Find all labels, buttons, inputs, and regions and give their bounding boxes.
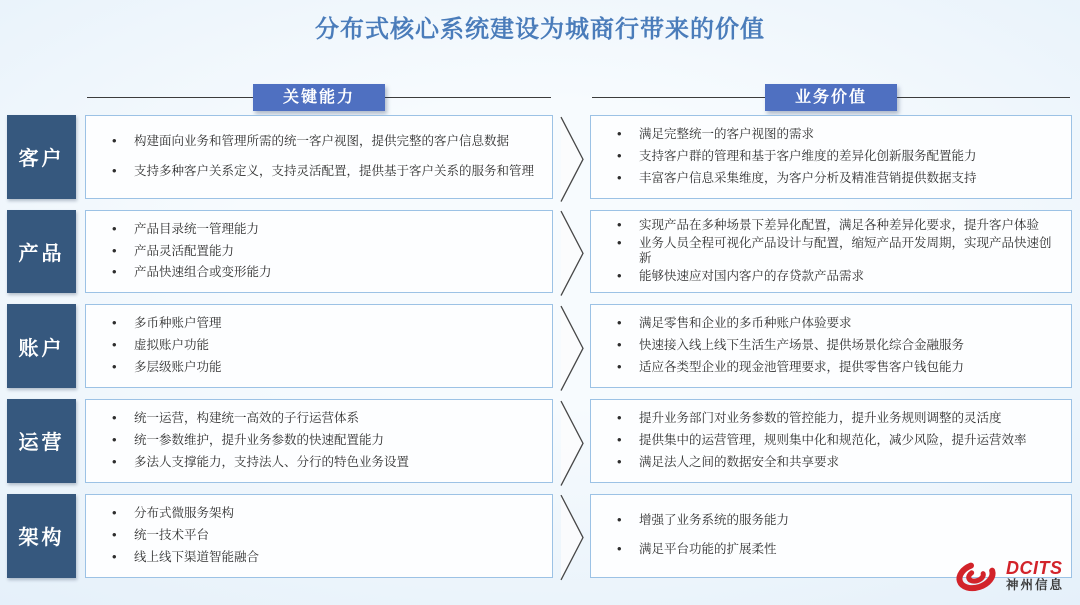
capability-box (85, 399, 553, 483)
capability-list (86, 116, 552, 198)
row-category-label: 运营 (7, 399, 76, 483)
bullet-item: • 产品目录统一管理能力 (108, 222, 544, 238)
bullet-item: • 线上线下渠道智能融合 (108, 550, 544, 566)
bullet-item: • 多法人支撑能力，支持法人、分行的特色业务设置 (108, 455, 544, 471)
bullet-item: • 统一运营，构建统一高效的子行运营体系 (108, 411, 544, 427)
bullet-item: • 丰富客户信息采集维度，为客户分析及精准营销提供数据支持 (613, 171, 1063, 187)
capability-box (85, 210, 553, 294)
value-list (591, 211, 1071, 293)
bullet-item: • 统一技术平台 (108, 528, 544, 544)
bullet-item: • 支持多种客户关系定义，支持灵活配置，提供基于客户关系的服务和管理 (108, 164, 544, 180)
value-row (7, 115, 1072, 199)
arrow-right-icon (553, 210, 590, 294)
capability-box (85, 115, 553, 199)
header-box-key-capabilities: 关键能力 (253, 84, 385, 111)
row-category-label: 产品 (7, 210, 76, 294)
capability-box (85, 304, 553, 388)
bullet-item: • 实现产品在多种场景下差异化配置，满足各种差异化要求，提升客户体验 (613, 218, 1063, 234)
capability-list (86, 400, 552, 482)
capability-list (86, 305, 552, 387)
value-box (590, 304, 1072, 388)
bullet-item: • 虚拟账户功能 (108, 338, 544, 354)
row-category-label: 客户 (7, 115, 76, 199)
header-business-value (590, 84, 1072, 112)
bullet-item: • 构建面向业务和管理所需的统一客户视图，提供完整的客户信息数据 (108, 134, 544, 150)
bullet-item: • 支持客户群的管理和基于客户维度的差异化创新服务配置能力 (613, 149, 1063, 165)
bullet-item: • 统一参数维护，提升业务参数的快速配置能力 (108, 433, 544, 449)
value-list (591, 400, 1071, 482)
arrow-right-icon (553, 399, 590, 483)
logo-company: 神州信息 (1005, 578, 1064, 593)
arrow-right-icon (553, 304, 590, 388)
capability-list (86, 495, 552, 577)
bullet-item: • 提升业务部门对业务参数的管控能力，提升业务规则调整的灵活度 (613, 411, 1063, 427)
logo-brand: DCITS (1005, 558, 1063, 579)
header-box-business-value: 业务价值 (765, 84, 897, 111)
bullet-item: • 能够快速应对国内客户的存贷款产品需求 (613, 269, 1063, 285)
value-rows (7, 115, 1072, 578)
bullet-item: • 快速接入线上线下生活生产场景、提供场景化综合金融服务 (613, 338, 1063, 354)
value-box (590, 399, 1072, 483)
value-box (590, 210, 1072, 294)
value-box (590, 115, 1072, 199)
bullet-item: • 多币种账户管理 (108, 316, 544, 332)
header-key-capabilities (85, 84, 553, 112)
bullet-item: • 满足平台功能的扩展柔性 (613, 542, 1063, 558)
bullet-item: • 提供集中的运营管理，规则集中化和规范化，减少风险，提升运营效率 (613, 433, 1063, 449)
value-row (7, 494, 1072, 578)
logo-text (1006, 559, 1064, 593)
value-row (7, 304, 1072, 388)
bullet-item: • 满足完整统一的客户视图的需求 (613, 127, 1063, 143)
page-title: 分布式核心系统建设为城商行带来的价值 (315, 16, 765, 43)
value-list (591, 116, 1071, 198)
value-row (7, 210, 1072, 294)
arrow-right-icon (553, 494, 590, 578)
bullet-item: • 满足法人之间的数据安全和共享要求 (613, 455, 1063, 471)
capability-box (85, 494, 553, 578)
bullet-item: • 产品快速组合或变形能力 (108, 265, 544, 281)
dcits-swirl-icon (953, 559, 999, 593)
bullet-item: • 适应各类型企业的现金池管理要求，提供零售客户钱包能力 (613, 360, 1063, 376)
arrow-right-icon (553, 115, 590, 199)
value-row (7, 399, 1072, 483)
bullet-item: • 增强了业务系统的服务能力 (613, 513, 1063, 529)
bullet-item: • 产品灵活配置能力 (108, 244, 544, 260)
bullet-item: • 满足零售和企业的多币种账户体验要求 (613, 316, 1063, 332)
bullet-item: • 业务人员全程可视化产品设计与配置，缩短产品开发周期，实现产品快速创新 (613, 236, 1063, 267)
bullet-item: • 分布式微服务架构 (108, 506, 544, 522)
capability-list (86, 211, 552, 293)
dcits-logo (953, 559, 1064, 593)
value-list (591, 305, 1071, 387)
bullet-item: • 多层级账户功能 (108, 360, 544, 376)
row-category-label: 账户 (7, 304, 76, 388)
row-category-label: 架构 (7, 494, 76, 578)
